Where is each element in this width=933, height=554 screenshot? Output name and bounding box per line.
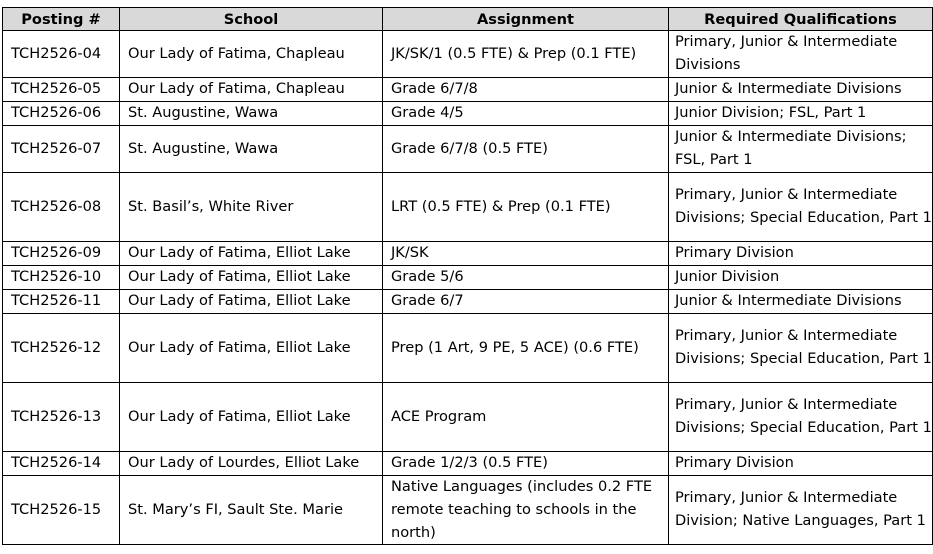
- assignment: Grade 4/5: [383, 102, 669, 126]
- required-qualifications: Junior Division; FSL, Part 1: [669, 102, 933, 126]
- required-qualifications: Primary, Junior & Intermediate Divisions; Special Education, Part 1: [669, 314, 933, 383]
- posting-number: TCH2526-06: [3, 102, 120, 126]
- school-name: Our Lady of Fatima, Elliot Lake: [120, 266, 383, 290]
- table-row: [3, 242, 933, 266]
- posting-number: TCH2526-04: [3, 31, 120, 78]
- table-row: [3, 126, 933, 173]
- posting-number: TCH2526-10: [3, 266, 120, 290]
- table-header: [3, 8, 933, 31]
- table-row: [3, 383, 933, 452]
- posting-number: TCH2526-09: [3, 242, 120, 266]
- table-row: [3, 452, 933, 476]
- assignment: LRT (0.5 FTE) & Prep (0.1 FTE): [383, 173, 669, 242]
- postings-table: [2, 7, 933, 545]
- required-qualifications: Primary Division: [669, 452, 933, 476]
- header-assignment: Assignment: [383, 8, 669, 31]
- header-school: School: [120, 8, 383, 31]
- required-qualifications: Primary, Junior & Intermediate Divisions: [669, 31, 933, 78]
- required-qualifications: Primary, Junior & Intermediate Divisions; Special Education, Part 1: [669, 173, 933, 242]
- school-name: Our Lady of Fatima, Chapleau: [120, 31, 383, 78]
- posting-number: TCH2526-08: [3, 173, 120, 242]
- assignment: Native Languages (includes 0.2 FTE remote teaching to schools in the north): [383, 476, 669, 545]
- header-row: [3, 8, 933, 31]
- assignment: JK/SK/1 (0.5 FTE) & Prep (0.1 FTE): [383, 31, 669, 78]
- assignment: Grade 1/2/3 (0.5 FTE): [383, 452, 669, 476]
- header-posting: Posting #: [3, 8, 120, 31]
- required-qualifications: Junior & Intermediate Divisions; FSL, Part 1: [669, 126, 933, 173]
- school-name: Our Lady of Fatima, Elliot Lake: [120, 383, 383, 452]
- school-name: Our Lady of Fatima, Chapleau: [120, 78, 383, 102]
- required-qualifications: Primary, Junior & Intermediate Division; Native Languages, Part 1: [669, 476, 933, 545]
- required-qualifications: Primary, Junior & Intermediate Divisions; Special Education, Part 1: [669, 383, 933, 452]
- table-row: [3, 102, 933, 126]
- posting-number: TCH2526-11: [3, 290, 120, 314]
- assignment: Grade 6/7: [383, 290, 669, 314]
- table-row: [3, 290, 933, 314]
- assignment: ACE Program: [383, 383, 669, 452]
- posting-number: TCH2526-14: [3, 452, 120, 476]
- posting-number: TCH2526-15: [3, 476, 120, 545]
- required-qualifications: Junior & Intermediate Divisions: [669, 290, 933, 314]
- posting-number: TCH2526-07: [3, 126, 120, 173]
- assignment: Grade 6/7/8 (0.5 FTE): [383, 126, 669, 173]
- table-row: [3, 266, 933, 290]
- required-qualifications: Primary Division: [669, 242, 933, 266]
- school-name: St. Augustine, Wawa: [120, 102, 383, 126]
- posting-number: TCH2526-05: [3, 78, 120, 102]
- table-row: [3, 476, 933, 545]
- assignment: Prep (1 Art, 9 PE, 5 ACE) (0.6 FTE): [383, 314, 669, 383]
- assignment: JK/SK: [383, 242, 669, 266]
- table-row: [3, 314, 933, 383]
- table-body: [3, 31, 933, 545]
- assignment: Grade 6/7/8: [383, 78, 669, 102]
- required-qualifications: Junior Division: [669, 266, 933, 290]
- posting-number: TCH2526-13: [3, 383, 120, 452]
- assignment: Grade 5/6: [383, 266, 669, 290]
- school-name: St. Augustine, Wawa: [120, 126, 383, 173]
- school-name: St. Mary’s FI, Sault Ste. Marie: [120, 476, 383, 545]
- table-row: [3, 173, 933, 242]
- school-name: Our Lady of Lourdes, Elliot Lake: [120, 452, 383, 476]
- school-name: St. Basil’s, White River: [120, 173, 383, 242]
- school-name: Our Lady of Fatima, Elliot Lake: [120, 242, 383, 266]
- table-row: [3, 31, 933, 78]
- required-qualifications: Junior & Intermediate Divisions: [669, 78, 933, 102]
- school-name: Our Lady of Fatima, Elliot Lake: [120, 290, 383, 314]
- posting-number: TCH2526-12: [3, 314, 120, 383]
- header-qualifications: Required Qualifications: [669, 8, 933, 31]
- table-row: [3, 78, 933, 102]
- school-name: Our Lady of Fatima, Elliot Lake: [120, 314, 383, 383]
